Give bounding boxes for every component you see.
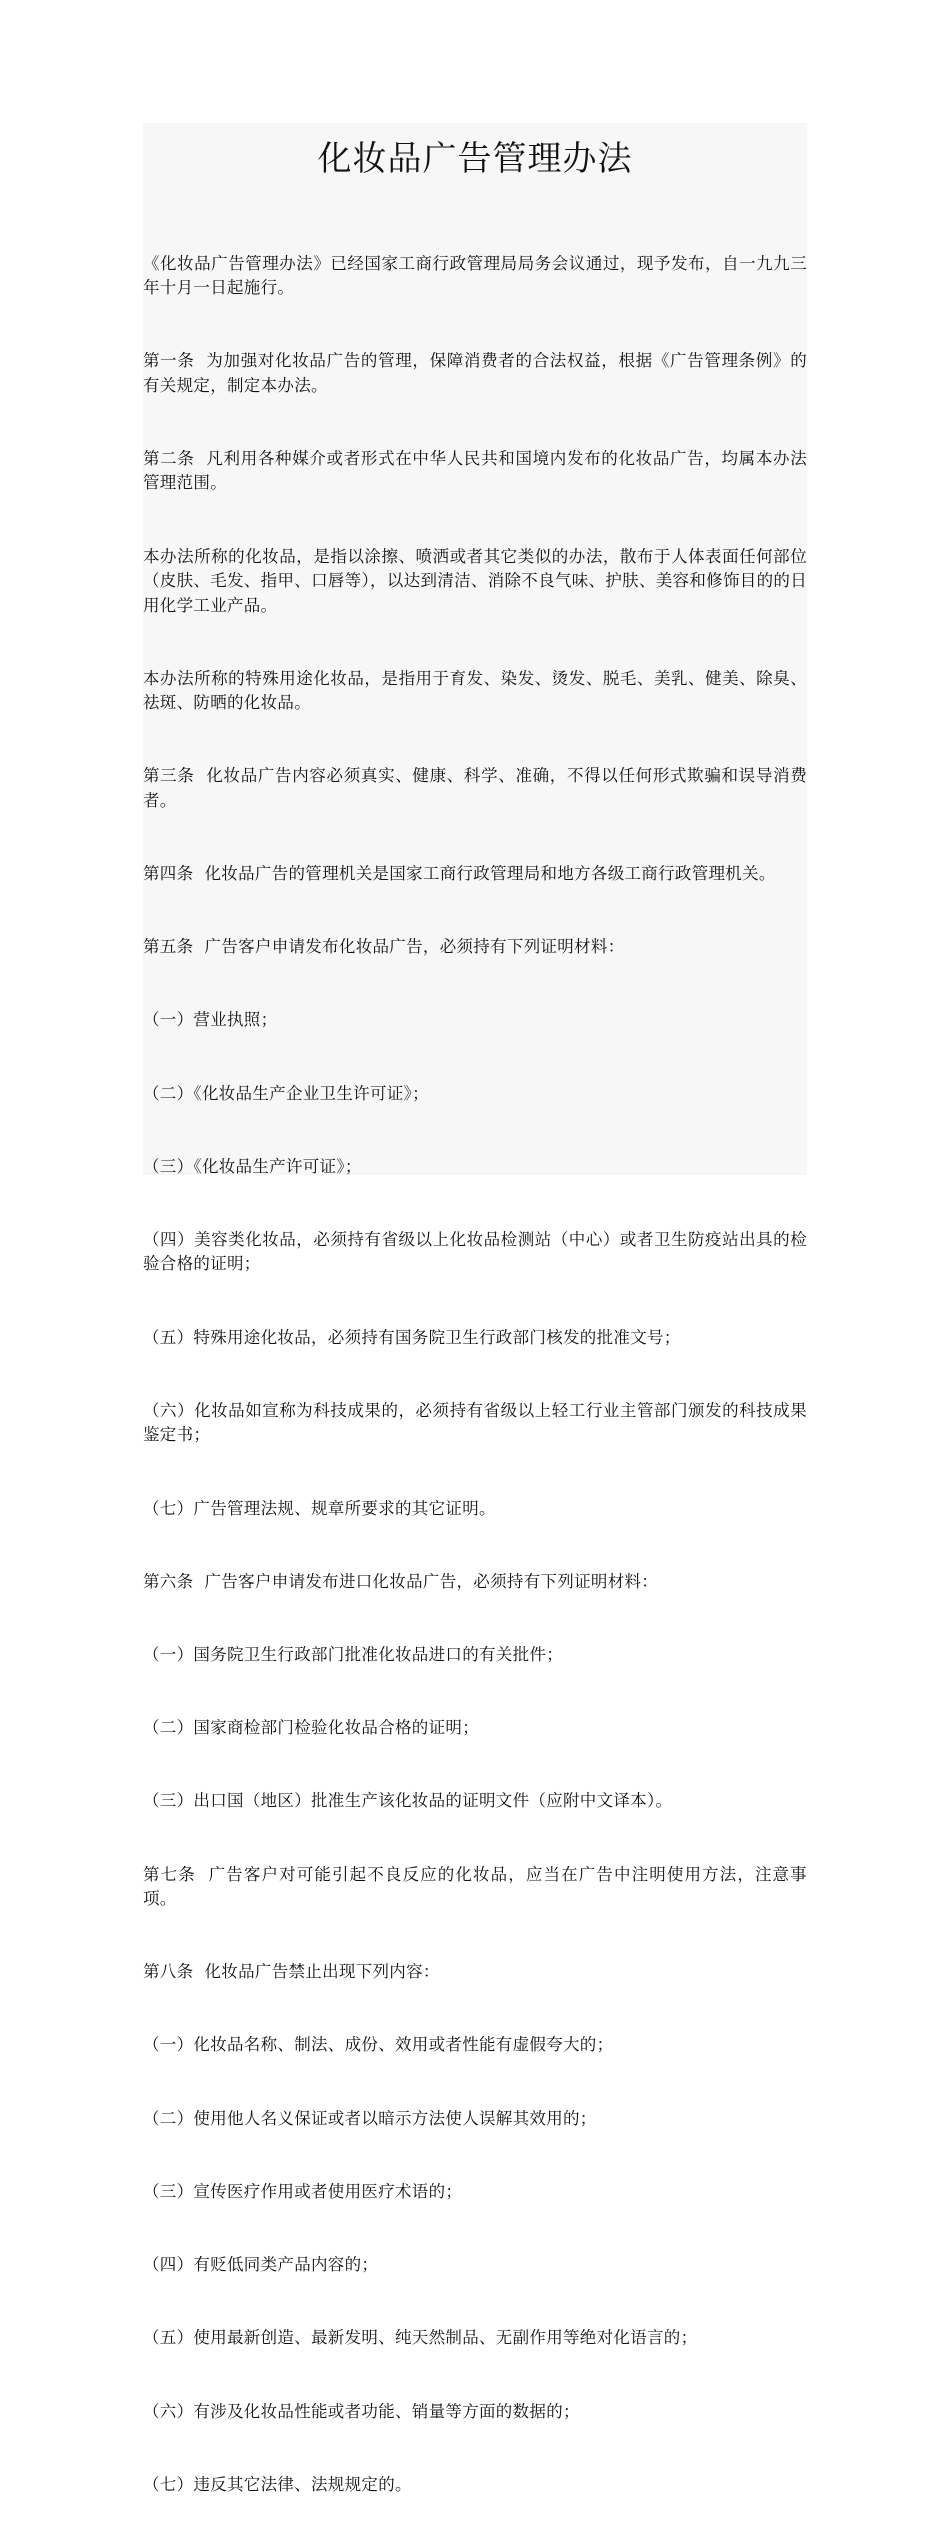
paragraph-article-8: 第八条 化妆品广告禁止出现下列内容：: [143, 1962, 440, 1982]
list-item-article-5-4: （四）美容类化妆品，必须持有省级以上化妆品检测站（中心）或者卫生防疫站出具的检验合格的证明；: [143, 1230, 807, 1274]
paragraph-article-4: 第四条 化妆品广告的管理机关是国家工商行政管理局和地方各级工商行政管理机关。: [143, 863, 776, 883]
list-item-article-8-1: （一）化妆品名称、制法、成份、效用或者性能有虚假夸大的；: [143, 2035, 614, 2055]
list-item-article-6-3: （三）出口国（地区）批准生产该化妆品的证明文件（应附中文译本）。: [143, 1791, 673, 1811]
paragraph-preamble: 《化妆品广告管理办法》已经国家工商行政管理局局务会议通过，现予发布，自一九九三年十月一日起施行。: [143, 253, 807, 298]
list-item-article-5-5: （五）特殊用途化妆品，必须持有国务院卫生行政部门核发的批准文号；: [143, 1327, 681, 1347]
paragraph-definition-cosmetics: 本办法所称的化妆品，是指以涂擦、喷洒或者其它类似的办法，散布于人体表面任何部位（皮肤、毛发、指甲、口唇等），以达到清洁、消除不良气味、护肤、美容和修饰目的的日用化学工业产品。: [143, 546, 807, 615]
list-item-article-8-3: （三）宣传医疗作用或者使用医疗术语的；: [143, 2181, 463, 2201]
document-body: [143, 203, 807, 2546]
list-item-article-8-4: （四）有贬低同类产品内容的；: [143, 2255, 379, 2275]
list-item-article-8-7: （七）违反其它法律、法规规定的。: [143, 2474, 412, 2494]
list-item-article-5-1: （一）营业执照；: [143, 1010, 278, 1030]
paragraph-definition-special-cosmetics: 本办法所称的特殊用途化妆品，是指用于育发、染发、烫发、脱毛、美乳、健美、除臭、祛斑、防晒的化妆品。: [143, 668, 807, 713]
list-item-article-8-6: （六）有涉及化妆品性能或者功能、销量等方面的数据的；: [143, 2401, 580, 2421]
list-item-article-6-1: （一）国务院卫生行政部门批准化妆品进口的有关批件；: [143, 1644, 563, 1664]
list-item-article-8-2: （二）使用他人名义保证或者以暗示方法使人误解其效用的；: [143, 2108, 597, 2128]
list-item-article-5-3: （三）《化妆品生产许可证》；: [143, 1156, 362, 1176]
paragraph-article-5: 第五条 广告客户申请发布化妆品广告，必须持有下列证明材料：: [143, 937, 625, 957]
paragraph-article-2: 第二条 凡利用各种媒介或者形式在中华人民共和国境内发布的化妆品广告，均属本办法管理范围。: [143, 449, 807, 493]
paragraph-article-1: 第一条 为加强对化妆品广告的管理，保障消费者的合法权益，根据《广告管理条例》的有关规定，制定本办法。: [143, 351, 807, 395]
list-item-article-5-6: （六）化妆品如宣称为科技成果的，必须持有省级以上轻工行业主管部门颁发的科技成果鉴定书；: [143, 1400, 807, 1445]
document-content: [143, 123, 807, 2494]
document-title: 化妆品广告管理办法: [317, 139, 633, 179]
list-item-article-6-2: （二）国家商检部门检验化妆品合格的证明；: [143, 1718, 479, 1738]
list-item-article-8-5: （五）使用最新创造、最新发明、纯天然制品、无副作用等绝对化语言的；: [143, 2328, 698, 2348]
list-item-article-5-7: （七）广告管理法规、规章所要求的其它证明。: [143, 1498, 496, 1518]
paragraph-article-3: 第三条 化妆品广告内容必须真实、健康、科学、准确，不得以任何形式欺骗和误导消费者。: [143, 766, 807, 810]
paragraph-article-6: 第六条 广告客户申请发布进口化妆品广告，必须持有下列证明材料：: [143, 1571, 659, 1591]
list-item-article-5-2: （二）《化妆品生产企业卫生许可证》；: [143, 1083, 429, 1103]
paragraph-article-7: 第七条 广告客户对可能引起不良反应的化妆品，应当在广告中注明使用方法，注意事项。: [143, 1864, 807, 1909]
